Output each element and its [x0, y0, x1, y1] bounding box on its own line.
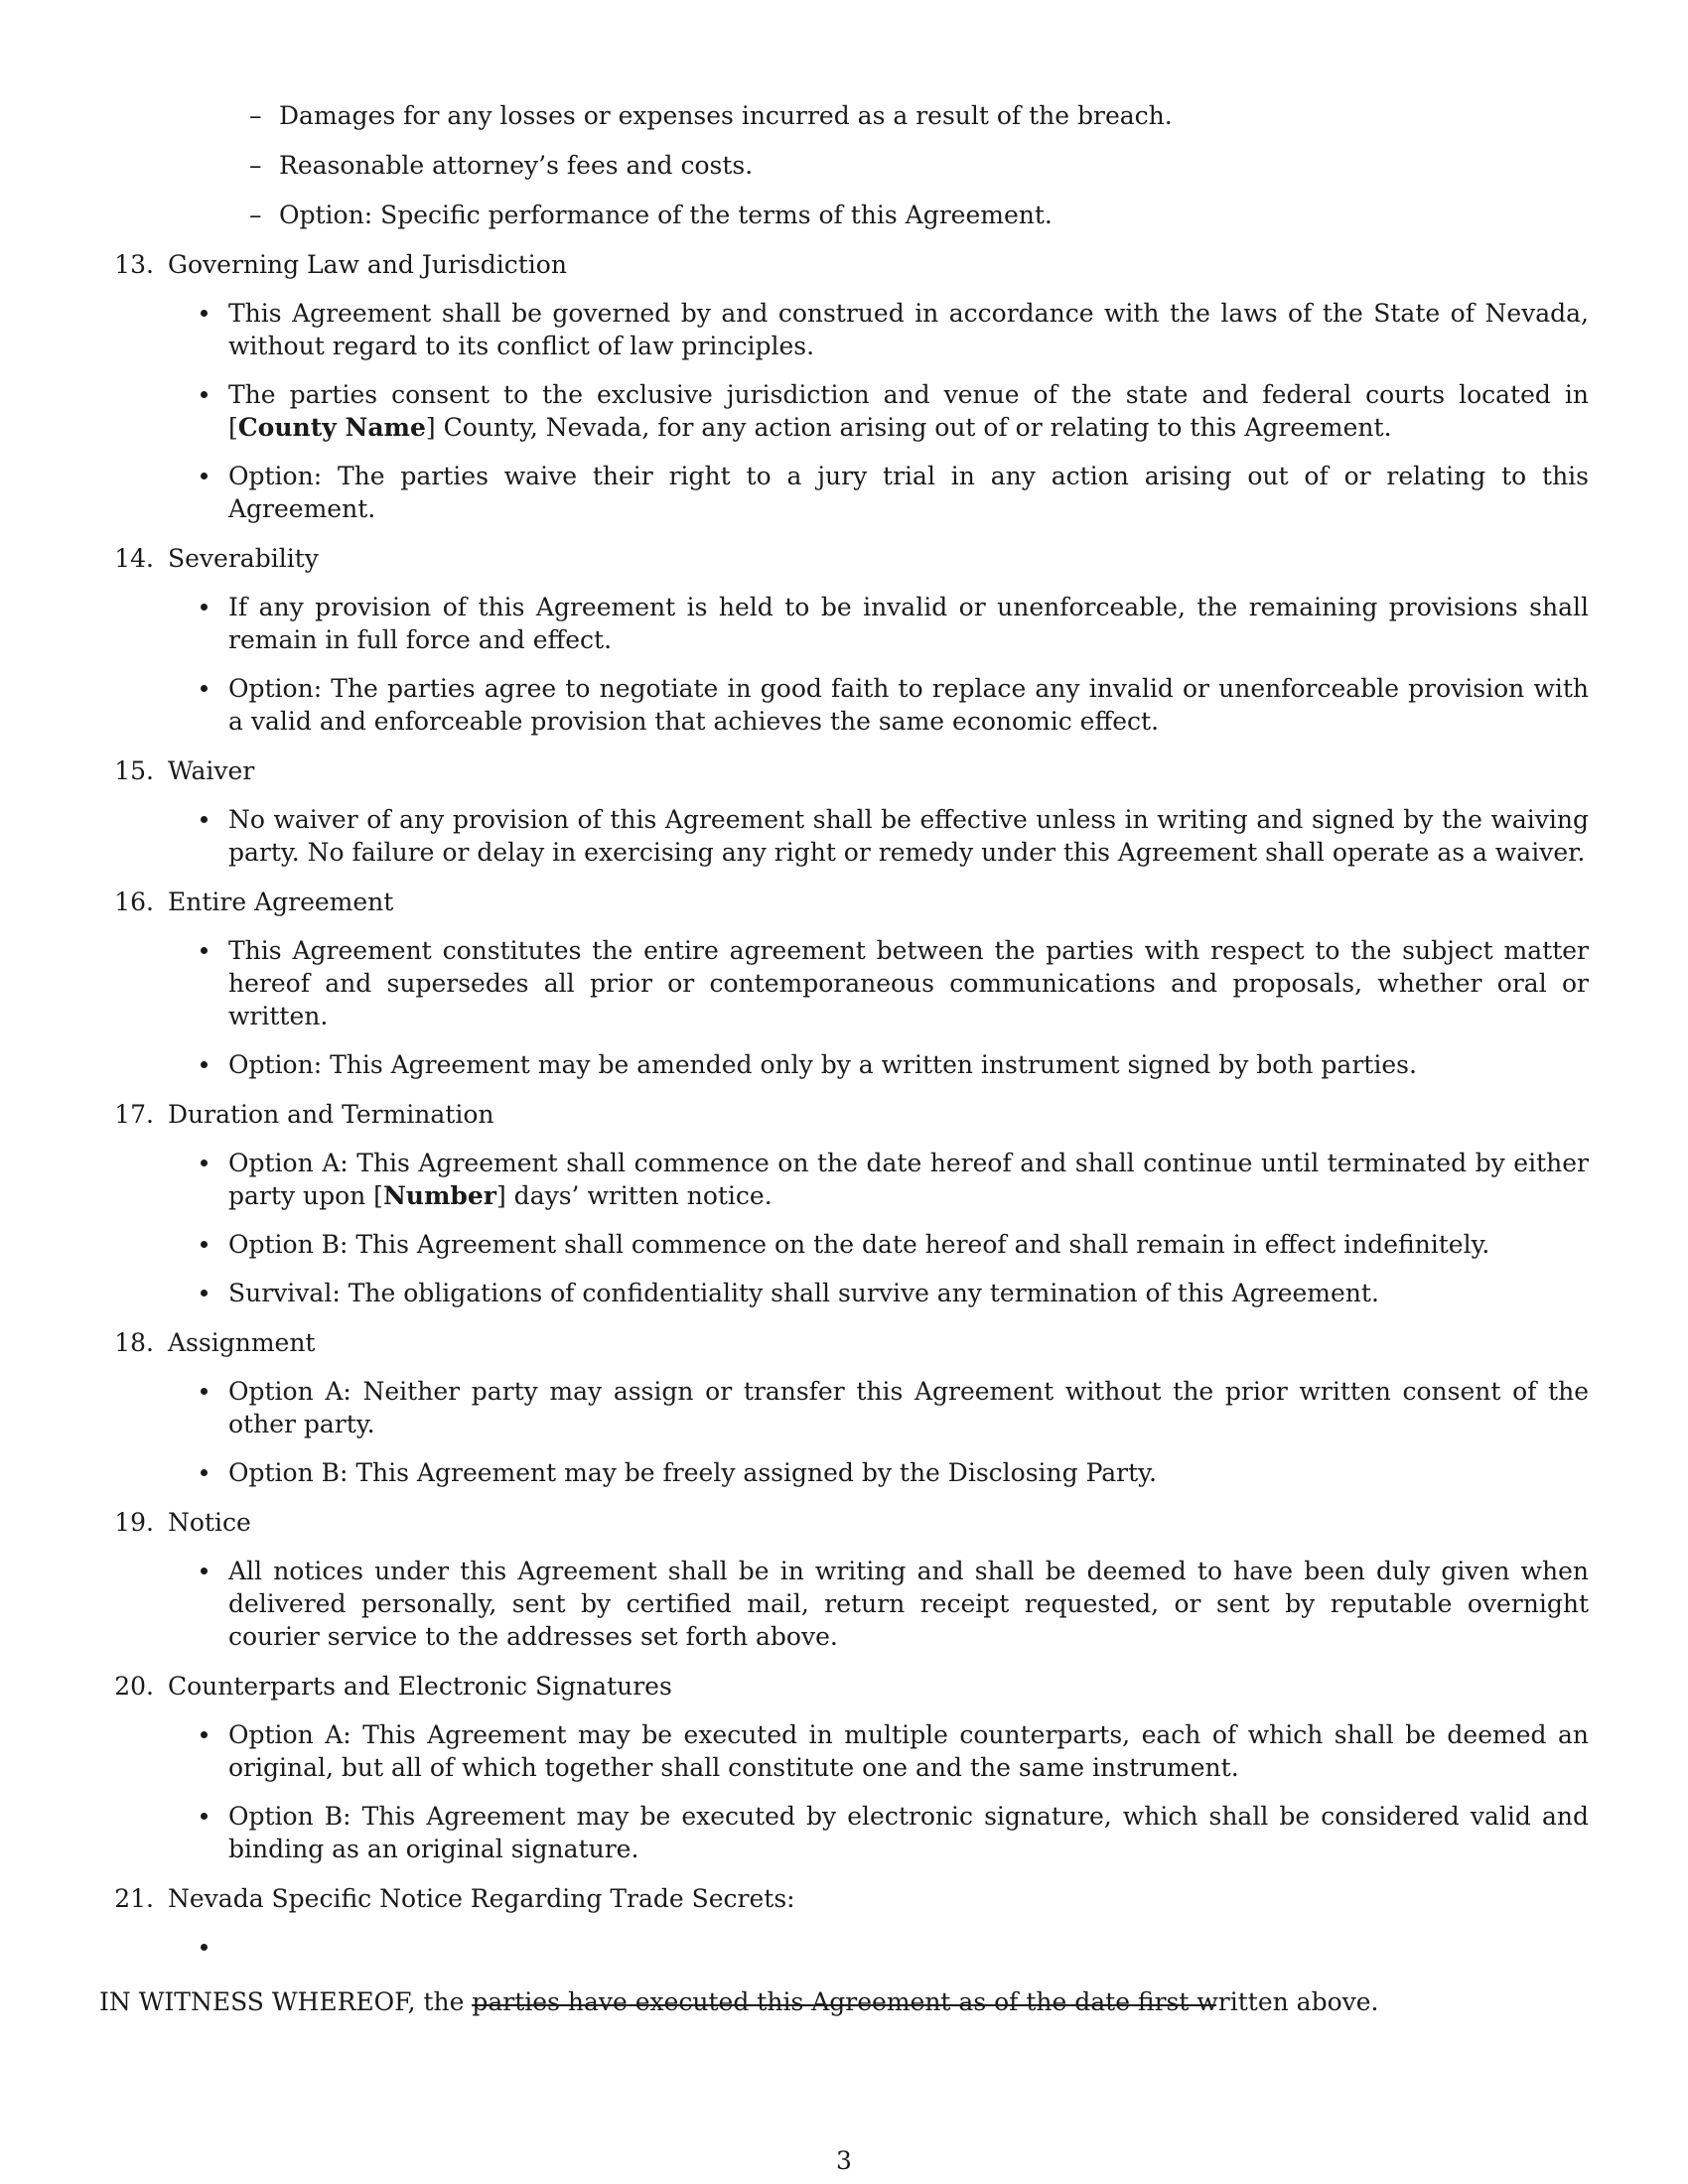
section-title: Counterparts and Electronic Signatures — [168, 1672, 672, 1701]
clause-bullet: Option: The parties waive their right to a jury trial in any action arising out of or relating to this Agreement. — [99, 460, 1589, 525]
section-bullets — [99, 1147, 1589, 1309]
section-20 — [99, 1670, 1589, 1865]
section-heading — [99, 248, 1589, 281]
section-bullets — [99, 1375, 1589, 1489]
section-15 — [99, 754, 1589, 869]
section-bullets — [99, 297, 1589, 525]
placeholder-field: County Name — [237, 413, 426, 442]
section-heading — [99, 1670, 1589, 1703]
witness-statement: IN WITNESS WHEREOF, the parties have executed this Agreement as of the date first written above. — [99, 1987, 1379, 2016]
clause-bullet: Option A: This Agreement may be executed in multiple counterparts, each of which shall be deemed an original, but all of which together shall constitute one and the same instrument. — [99, 1718, 1589, 1784]
clause-bullet: Option: This Agreement may be amended only by a written instrument signed by both parties. — [99, 1048, 1589, 1081]
section-number: 20. — [114, 1672, 154, 1701]
document-body — [99, 99, 1589, 2018]
clause-bullet: Survival: The obligations of confidentiality shall survive any termination of this Agreement. — [99, 1277, 1589, 1309]
clause-bullet: If any provision of this Agreement is held to be invalid or unenforceable, the remaining provisions shall remain in full force and effect. — [99, 591, 1589, 656]
clause-bullet: This Agreement shall be governed by and construed in accordance with the laws of the State of Nevada, without regard to its conflict of law principles. — [99, 297, 1589, 362]
clause-bullet — [99, 1147, 1589, 1212]
section-number: 15. — [114, 756, 154, 785]
section-heading — [99, 886, 1589, 918]
section-number: 17. — [114, 1100, 154, 1129]
page-number: 3 — [836, 2146, 852, 2175]
section-bullets — [99, 1718, 1589, 1865]
clause-bullet: Option B: This Agreement shall commence on the date hereof and shall remain in effect indefinitely. — [99, 1228, 1589, 1261]
section-bullets — [99, 1555, 1589, 1653]
section-title: Severability — [168, 544, 319, 573]
remedy-item: – Reasonable attorney’s fees and costs. — [99, 149, 1589, 182]
clause-bullet — [99, 1931, 1589, 1964]
section-title: Nevada Specific Notice Regarding Trade Secrets: — [168, 1884, 795, 1913]
section-bullets — [99, 591, 1589, 738]
section-bullets — [99, 934, 1589, 1081]
section-18 — [99, 1326, 1589, 1489]
clause-bullet — [99, 378, 1589, 444]
section-17 — [99, 1098, 1589, 1309]
signature-line — [472, 2004, 1216, 2006]
clause-bullet: Option A: Neither party may assign or transfer this Agreement without the prior written consent of the other party. — [99, 1375, 1589, 1440]
section-heading — [99, 1506, 1589, 1539]
section-title: Entire Agreement — [168, 887, 394, 916]
section-title: Governing Law and Jurisdiction — [168, 250, 567, 279]
section-21 — [99, 1882, 1589, 1964]
section-heading — [99, 1326, 1589, 1359]
section-number: 21. — [114, 1884, 154, 1913]
section-heading — [99, 1882, 1589, 1915]
section-16 — [99, 886, 1589, 1081]
section-13 — [99, 248, 1589, 525]
clause-text: ] days’ written notice. — [495, 1181, 773, 1210]
clause-bullet: All notices under this Agreement shall be in writing and shall be deemed to have been duly given when delivered personally, sent by certified mail, return receipt requested, or sent by reputable overnight courier service to the addresses set forth above. — [99, 1555, 1589, 1653]
section-bullets — [99, 1931, 1589, 1964]
section-number: 14. — [114, 544, 154, 573]
clause-bullet: Option B: This Agreement may be executed by electronic signature, which shall be considered valid and binding as an original signature. — [99, 1800, 1589, 1865]
clause-text: The parties consent to the exclusive jurisdiction and venue of the state and federal courts located in [ — [228, 380, 1589, 442]
section-heading — [99, 1098, 1589, 1131]
section-heading — [99, 754, 1589, 787]
clause-bullet: No waiver of any provision of this Agreement shall be effective unless in writing and signed by the waiving party. No failure or delay in exercising any right or remedy under this Agreement shall operate as a waiver. — [99, 803, 1589, 869]
section-title: Assignment — [168, 1328, 316, 1357]
section-number: 18. — [114, 1328, 154, 1357]
clause-bullet: This Agreement constitutes the entire agreement between the parties with respect to the subject matter hereof and supersedes all prior or contemporaneous communications and proposals, whether oral or written. — [99, 934, 1589, 1032]
clause-bullet: Option B: This Agreement may be freely assigned by the Disclosing Party. — [99, 1456, 1589, 1489]
clause-bullet: Option: The parties agree to negotiate in good faith to replace any invalid or unenforceable provision with a valid and enforceable provision that achieves the same economic effect. — [99, 672, 1589, 738]
clause-text: ] County, Nevada, for any action arising out of or relating to this Agreement. — [425, 413, 1392, 442]
remedy-item: – Damages for any losses or expenses incurred as a result of the breach. — [99, 99, 1589, 132]
section-number: 16. — [114, 887, 154, 916]
sections-list — [99, 248, 1589, 1964]
remedies-sublist — [99, 99, 1589, 231]
section-title: Duration and Termination — [168, 1100, 494, 1129]
section-14 — [99, 542, 1589, 738]
section-title: Notice — [168, 1508, 251, 1537]
section-number: 13. — [114, 250, 154, 279]
section-bullets — [99, 803, 1589, 869]
placeholder-field: Number — [382, 1181, 496, 1210]
section-19 — [99, 1506, 1589, 1653]
section-title: Waiver — [168, 756, 255, 785]
remedy-item: – Option: Specific performance of the terms of this Agreement. — [99, 199, 1589, 231]
clause-text: Option A: This Agreement shall commence on the date hereof and shall continue until terminated by either party upon [ — [228, 1149, 1589, 1210]
section-number: 19. — [114, 1508, 154, 1537]
section-heading — [99, 542, 1589, 575]
